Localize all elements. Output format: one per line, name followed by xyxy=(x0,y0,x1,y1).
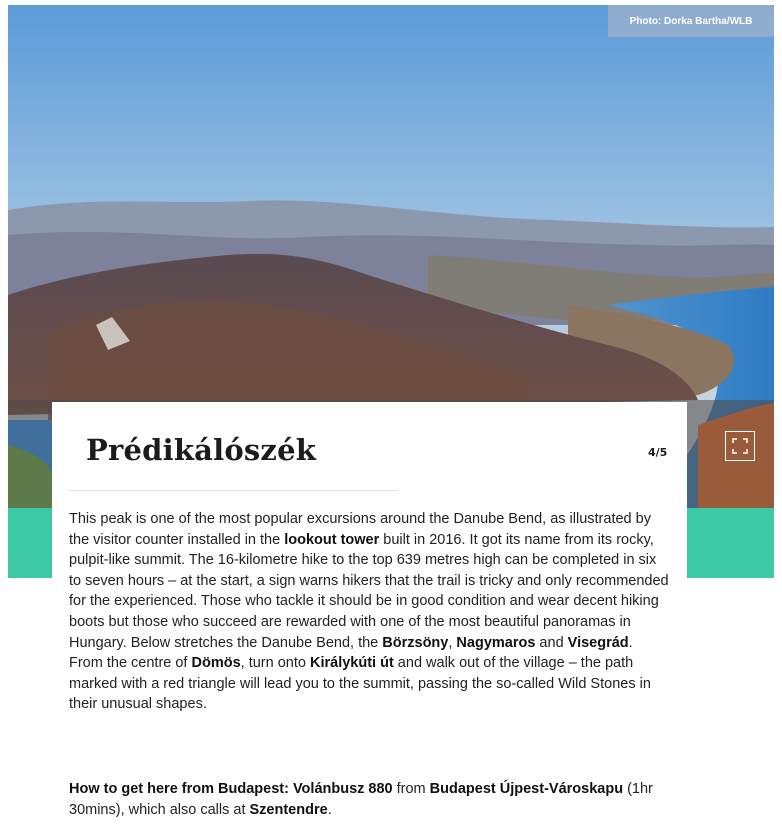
howto-run: (1hr 30mins), which also calls at xyxy=(69,781,653,818)
body-run: Börzsöny xyxy=(382,634,449,651)
body-run: lookout tower xyxy=(284,531,380,548)
directions-paragraph xyxy=(69,779,669,820)
title-divider xyxy=(68,490,398,491)
body-run: This peak is one of the most popular excursions around the Danube Bend, as illustrated by the visitor counter installed in the xyxy=(69,511,651,548)
body-run: , xyxy=(448,634,457,651)
page-title: Prédikálószék xyxy=(86,433,317,467)
howto-run: . xyxy=(327,801,332,818)
howto-run: Budapest Újpest-Városkapu xyxy=(429,781,624,797)
slide-counter: 4/5 xyxy=(648,446,668,459)
body-run: Nagymaros xyxy=(456,634,536,651)
body-run: Visegrád xyxy=(567,634,629,651)
body-run: , turn onto xyxy=(240,655,310,672)
expand-icon xyxy=(732,438,748,454)
body-run: built in 2016. It got its name from its rocky, pulpit-like summit. The 16-kilometre hike to the top 639 metres high can be completed in six to seven hours – at the start, a sign warns hikers that the trail is tricky and only recommended for the experienced. Those who tackle it should be in good condition and wear decent hiking boots but those who succeed are rewarded with one of the most beautiful panoramas in Hungary. Below stretches the Danube Bend, the xyxy=(69,531,669,651)
fullscreen-button[interactable] xyxy=(725,431,755,461)
howto-run: How to get here from Budapest: Volánbusz 880 xyxy=(69,781,393,797)
article-body xyxy=(69,509,669,715)
photo-credit: Photo: Dorka Bartha/WLB xyxy=(608,5,774,37)
howto-run: Szentendre xyxy=(249,801,328,818)
body-run: and xyxy=(535,634,568,651)
body-run: and walk out of the village – the path marked with a red triangle will lead you to the summit, passing the so-called Wild Stones in their unusual shapes. xyxy=(69,655,651,713)
howto-run: from xyxy=(392,781,430,797)
body-run: Királykúti út xyxy=(309,655,394,672)
body-run: . From the centre of xyxy=(69,634,633,672)
body-run: Dömös xyxy=(191,655,241,672)
